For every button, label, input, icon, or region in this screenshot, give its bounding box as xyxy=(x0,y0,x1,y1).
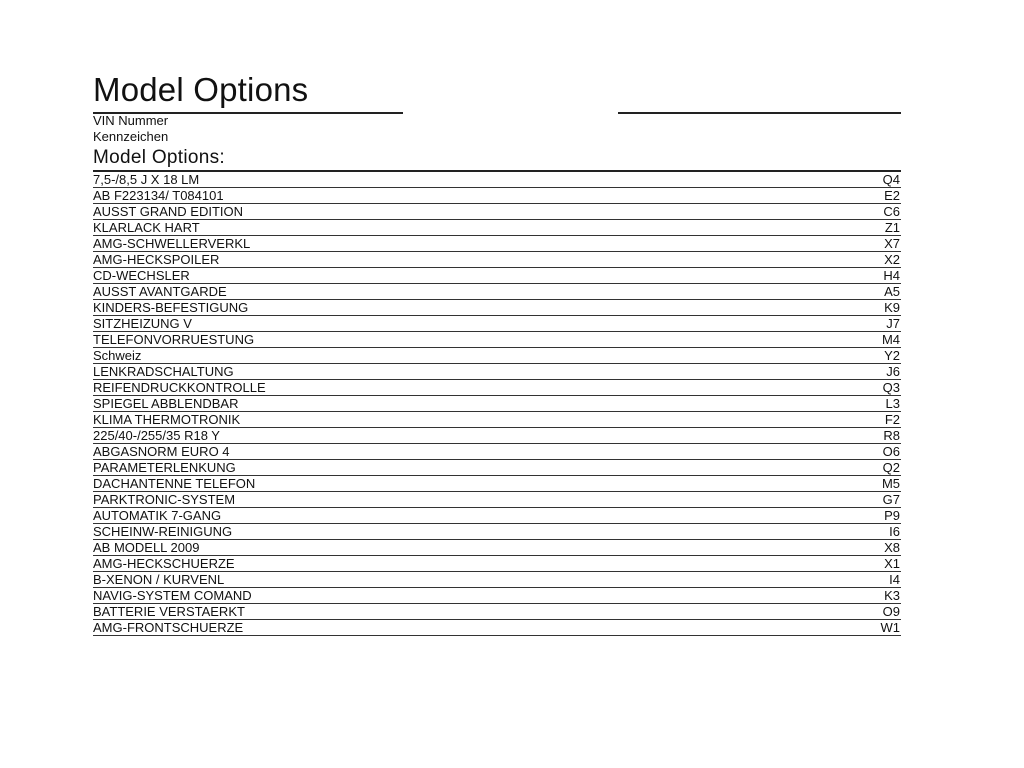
option-code: P9 xyxy=(884,508,900,523)
option-name: AMG-SCHWELLERVERKL xyxy=(93,236,251,251)
option-name: REIFENDRUCKKONTROLLE xyxy=(93,380,266,395)
option-row xyxy=(93,364,901,380)
option-code: K3 xyxy=(884,588,900,603)
option-row xyxy=(93,476,901,492)
option-name: AUSST GRAND EDITION xyxy=(93,204,244,219)
option-row xyxy=(93,252,901,268)
option-name: KINDERS-BEFESTIGUNG xyxy=(93,300,249,315)
option-row xyxy=(93,348,901,364)
option-row xyxy=(93,300,901,316)
option-name: 7,5-/8,5 J X 18 LM xyxy=(93,172,200,187)
option-code: E2 xyxy=(884,188,900,203)
option-row xyxy=(93,572,901,588)
option-code: L3 xyxy=(885,396,900,411)
option-row xyxy=(93,588,901,604)
option-row xyxy=(93,172,901,188)
option-row xyxy=(93,604,901,620)
option-code: O6 xyxy=(882,444,900,459)
option-row xyxy=(93,220,901,236)
option-code: H4 xyxy=(883,268,900,283)
option-name: SCHEINW-REINIGUNG xyxy=(93,524,233,539)
option-row xyxy=(93,380,901,396)
option-name: NAVIG-SYSTEM COMAND xyxy=(93,588,252,603)
option-name: 225/40-/255/35 R18 Y xyxy=(93,428,220,443)
option-name: KLARLACK HART xyxy=(93,220,200,235)
option-row xyxy=(93,508,901,524)
option-row xyxy=(93,540,901,556)
option-code: A5 xyxy=(884,284,900,299)
option-row xyxy=(93,188,901,204)
option-code: J7 xyxy=(886,316,900,331)
option-code: C6 xyxy=(883,204,900,219)
option-code: O9 xyxy=(882,604,900,619)
option-code: W1 xyxy=(880,620,900,635)
option-code: Y2 xyxy=(884,348,900,363)
option-name: AMG-FRONTSCHUERZE xyxy=(93,620,244,635)
option-row xyxy=(93,620,901,636)
option-name: ABGASNORM EURO 4 xyxy=(93,444,230,459)
option-code: I4 xyxy=(889,572,900,587)
vin-label: VIN Nummer xyxy=(93,113,169,128)
option-name: AMG-HECKSCHUERZE xyxy=(93,556,235,571)
option-row xyxy=(93,492,901,508)
option-row xyxy=(93,316,901,332)
option-name: PARAMETERLENKUNG xyxy=(93,460,236,475)
option-name: AUSST AVANTGARDE xyxy=(93,284,227,299)
option-code: J6 xyxy=(886,364,900,379)
option-code: X2 xyxy=(884,252,900,267)
option-code: X1 xyxy=(884,556,900,571)
option-row xyxy=(93,204,901,220)
option-name: SITZHEIZUNG V xyxy=(93,316,192,331)
option-name: BATTERIE VERSTAERKT xyxy=(93,604,245,619)
option-name: CD-WECHSLER xyxy=(93,268,190,283)
option-name: AUTOMATIK 7-GANG xyxy=(93,508,222,523)
option-code: R8 xyxy=(883,428,900,443)
option-name: AMG-HECKSPOILER xyxy=(93,252,220,267)
option-code: M4 xyxy=(881,332,900,347)
option-name: Schweiz xyxy=(93,348,142,363)
option-name: KLIMA THERMOTRONIK xyxy=(93,412,241,427)
option-row xyxy=(93,444,901,460)
option-name: PARKTRONIC-SYSTEM xyxy=(93,492,236,507)
options-list xyxy=(93,170,901,636)
option-row xyxy=(93,284,901,300)
option-code: Z1 xyxy=(884,220,900,235)
option-code: G7 xyxy=(882,492,900,507)
option-row xyxy=(93,396,901,412)
option-code: Q4 xyxy=(882,172,900,187)
option-row xyxy=(93,236,901,252)
title-underline-right xyxy=(618,112,901,114)
option-code: Q2 xyxy=(882,460,900,475)
option-code: F2 xyxy=(884,412,900,427)
option-row xyxy=(93,412,901,428)
option-code: M5 xyxy=(881,476,900,491)
option-code: K9 xyxy=(884,300,900,315)
option-row xyxy=(93,268,901,284)
option-code: X7 xyxy=(884,236,900,251)
option-name: AB F223134/ T084101 xyxy=(93,188,224,203)
option-code: Q3 xyxy=(882,380,900,395)
option-row xyxy=(93,460,901,476)
options-heading: Model Options: xyxy=(93,147,225,168)
option-name: LENKRADSCHALTUNG xyxy=(93,364,234,379)
option-row xyxy=(93,332,901,348)
option-name: TELEFONVORRUESTUNG xyxy=(93,332,255,347)
option-row xyxy=(93,556,901,572)
option-row xyxy=(93,524,901,540)
option-row xyxy=(93,428,901,444)
option-name: DACHANTENNE TELEFON xyxy=(93,476,256,491)
plate-label: Kennzeichen xyxy=(93,129,169,144)
option-name: AB MODELL 2009 xyxy=(93,540,200,555)
option-name: B-XENON / KURVENL xyxy=(93,572,225,587)
option-code: X8 xyxy=(884,540,900,555)
option-name: SPIEGEL ABBLENDBAR xyxy=(93,396,239,411)
option-code: I6 xyxy=(889,524,900,539)
page-title: Model Options xyxy=(93,71,309,108)
